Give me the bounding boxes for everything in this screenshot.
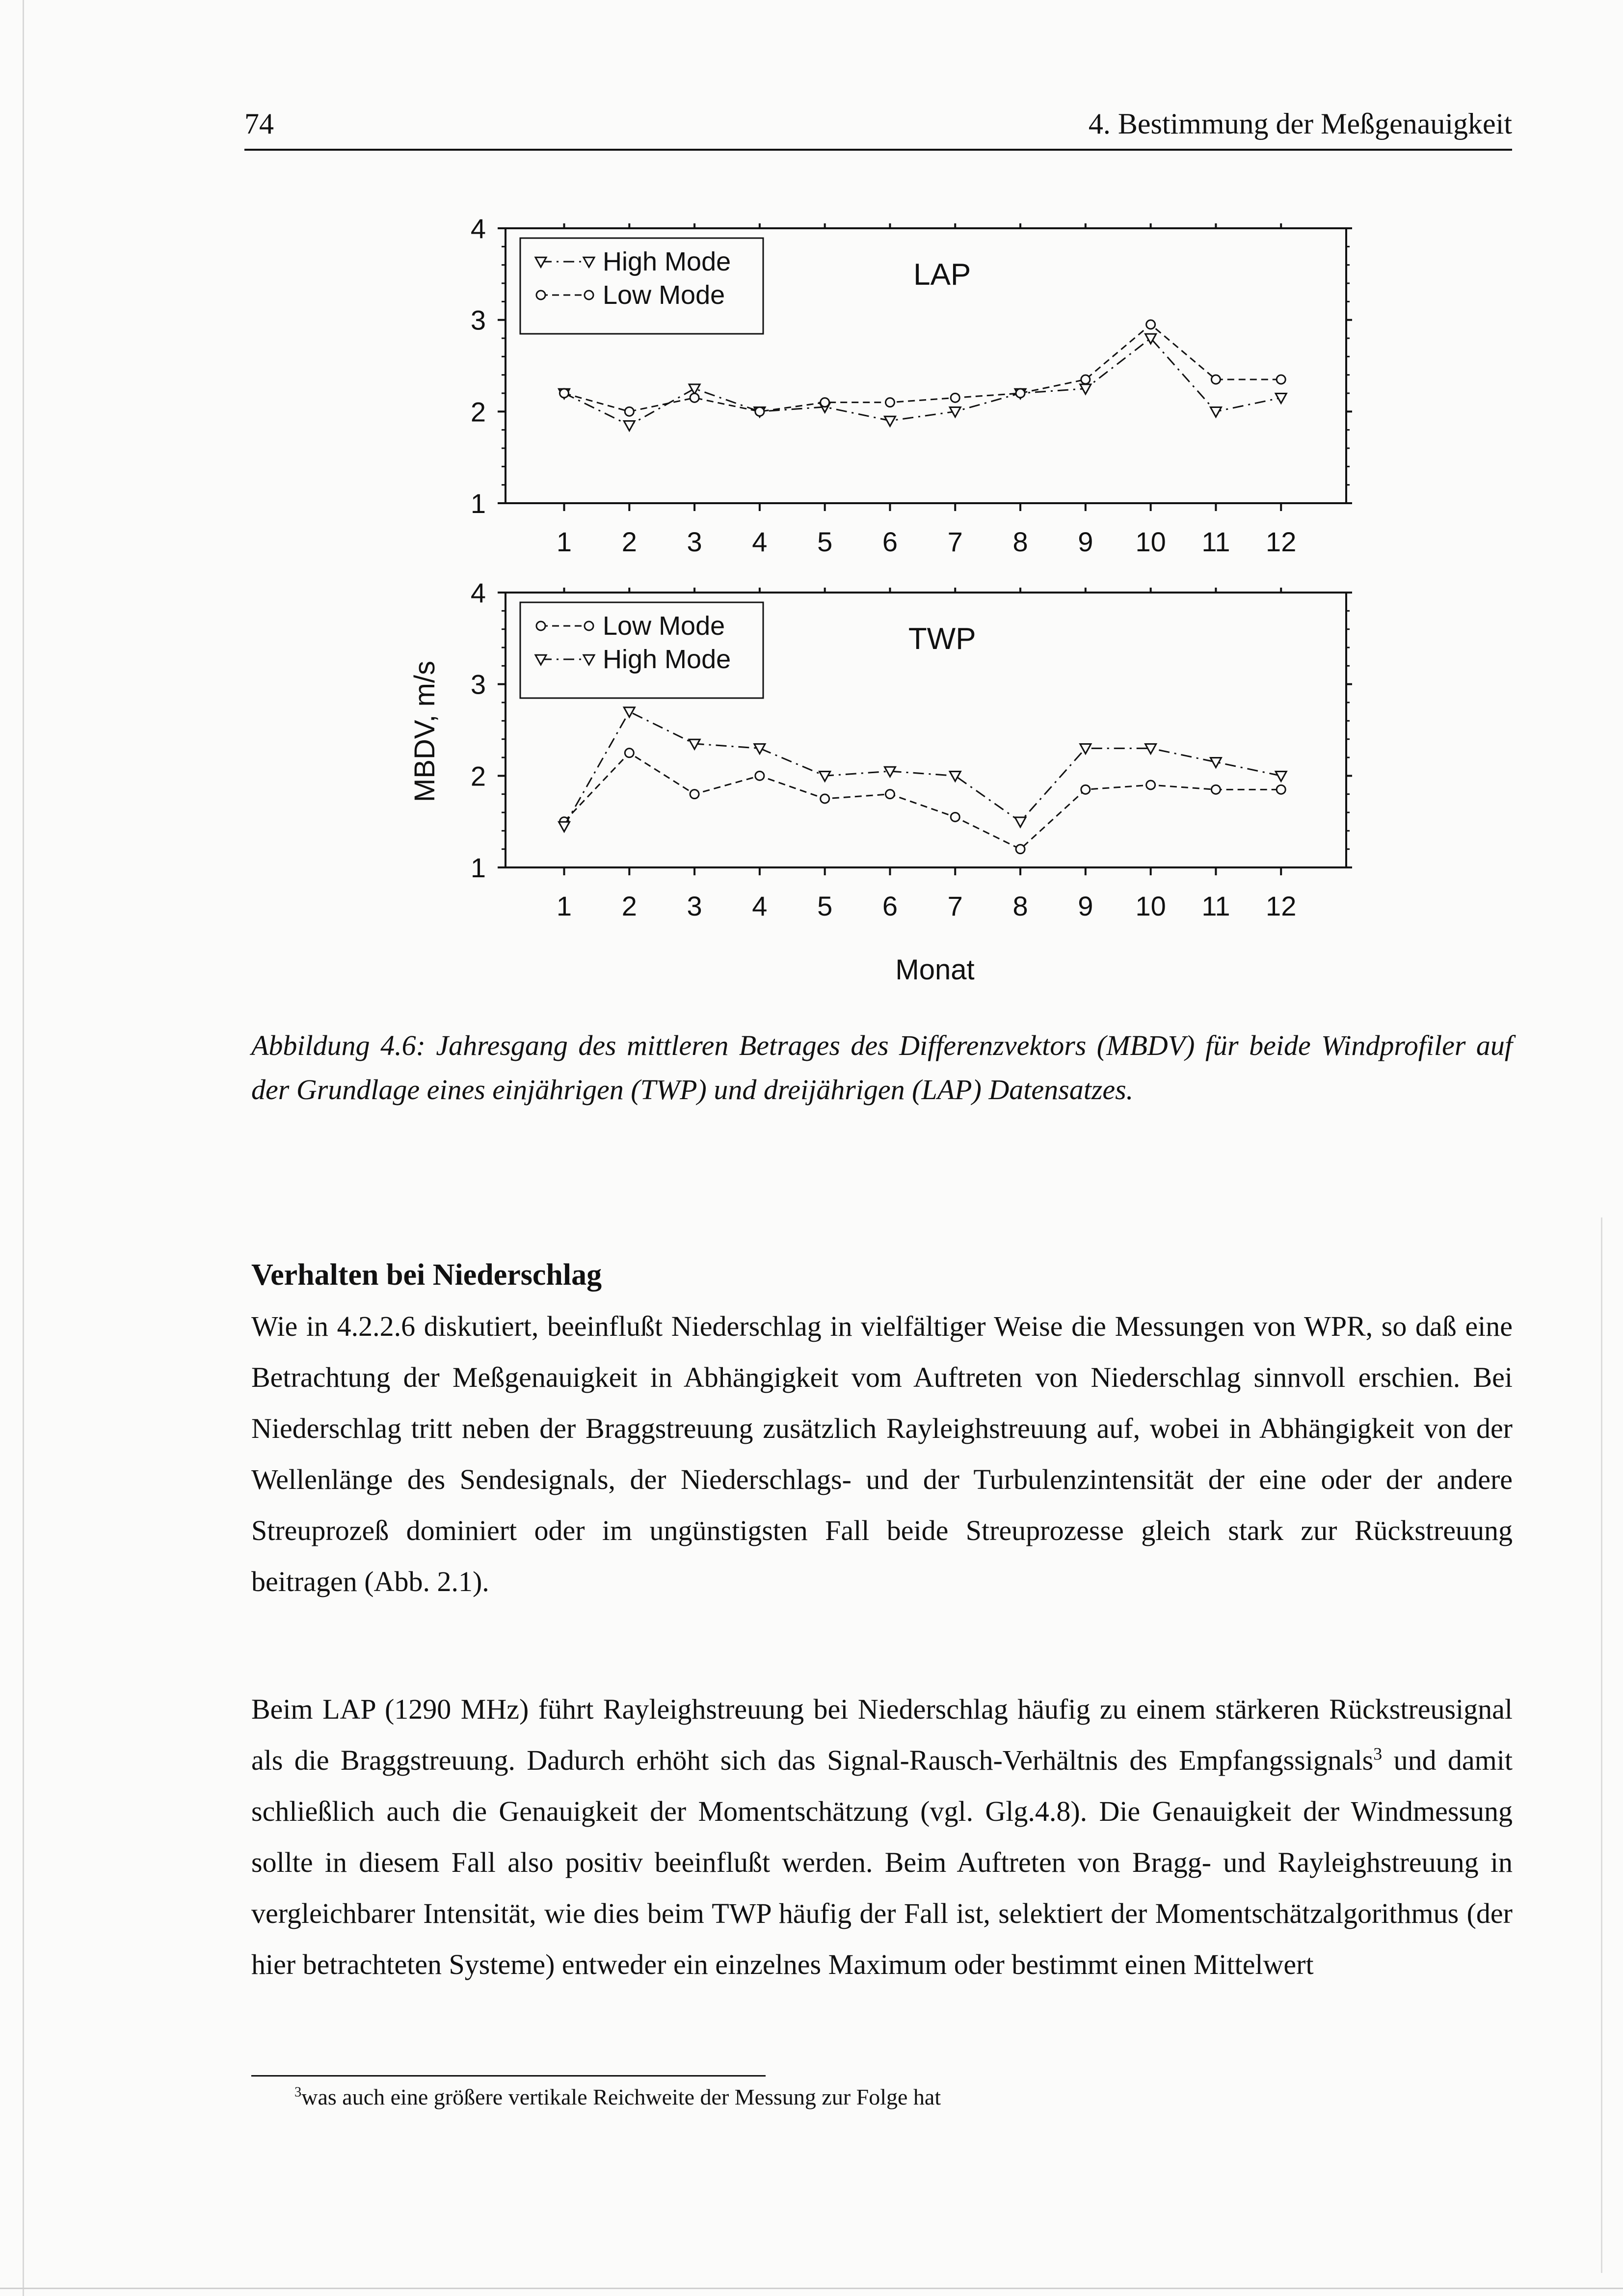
data-point	[951, 393, 959, 402]
data-point	[1277, 375, 1285, 384]
data-point	[559, 822, 570, 832]
header-rule	[244, 149, 1512, 151]
data-point	[755, 407, 764, 416]
footnote	[294, 2084, 941, 2110]
panel-label: LAP	[913, 258, 971, 292]
data-point	[885, 398, 894, 407]
x-tick-label: 11	[1201, 891, 1230, 921]
data-point	[1080, 744, 1091, 754]
chart-panel-lap	[471, 213, 1352, 557]
data-point	[884, 416, 895, 426]
x-tick-label: 9	[1078, 526, 1093, 557]
x-tick-label: 12	[1266, 526, 1297, 557]
series-line	[564, 753, 1281, 849]
series-line	[564, 338, 1281, 425]
x-tick-label: 12	[1266, 891, 1297, 921]
x-tick-label: 7	[947, 891, 963, 921]
data-point	[754, 744, 765, 754]
data-point	[1016, 845, 1025, 854]
data-point	[624, 421, 635, 431]
data-point	[1146, 320, 1155, 329]
x-tick-label: 5	[817, 891, 833, 921]
paragraph-1: Wie in 4.2.2.6 diskutiert, beeinflußt Niederschlag in vielfältiger Weise die Messungen von WPR, so daß eine Betrachtung der Meßgenauigkeit in Abhängigkeit vom Auftreten von Niederschlag sinnvoll erschien. Bei Niederschlag tritt neben der Braggstreuung zusätzlich Rayleighstreuung auf, wobei in Abhängigkeit von der Wellenlänge des Sendesignals, der Niederschlags- und der Turbulenzintensität der eine oder der andere Streuprozeß dominiert oder im ungünstigsten Fall beide Streuprozesse gleich stark zur Rückstreuung beitragen (Abb. 2.1).	[251, 1310, 1513, 1597]
section-heading: Verhalten bei Niederschlag	[251, 1258, 602, 1292]
data-point	[1081, 375, 1090, 384]
legend-marker	[585, 291, 593, 299]
x-tick-label: 5	[817, 526, 833, 557]
scan-edge-left	[23, 0, 24, 2296]
x-tick-label: 10	[1135, 526, 1166, 557]
data-point	[950, 772, 960, 782]
data-point	[1146, 781, 1155, 789]
running-head: 4. Bestimmung der Meßgenauigkeit	[1088, 108, 1512, 140]
data-point	[1211, 785, 1220, 794]
data-point	[560, 389, 569, 398]
y-tick-label: 4	[470, 213, 486, 244]
mbdv-figure	[383, 206, 1364, 1001]
footnote-reference[interactable]: 3	[1373, 1744, 1383, 1764]
x-tick-label: 9	[1078, 891, 1093, 921]
x-tick-label: 8	[1012, 526, 1028, 557]
legend-label: Low Mode	[603, 611, 725, 641]
data-point	[885, 790, 894, 799]
legend-marker	[536, 621, 545, 630]
x-tick-label: 2	[621, 526, 637, 557]
data-point	[625, 407, 634, 416]
y-tick-label: 1	[470, 488, 486, 519]
data-point	[820, 772, 830, 782]
y-tick-label: 3	[470, 669, 486, 700]
x-tick-label: 1	[556, 526, 572, 557]
legend-label: Low Mode	[603, 280, 725, 310]
series-high-mode	[559, 707, 1287, 832]
y-tick-label: 3	[470, 304, 486, 336]
data-point	[689, 384, 700, 394]
data-point	[690, 393, 699, 402]
x-tick-label: 10	[1135, 891, 1166, 921]
x-tick-label: 8	[1012, 891, 1028, 921]
x-tick-label: 2	[621, 891, 637, 921]
figure-caption	[251, 1024, 1513, 1112]
legend-marker	[585, 621, 593, 630]
series-low-mode	[560, 749, 1286, 854]
legend	[520, 602, 763, 698]
data-point	[755, 771, 764, 780]
y-tick-label: 4	[470, 577, 486, 608]
x-tick-label: 3	[687, 526, 702, 557]
series-high-mode	[559, 334, 1287, 431]
x-tick-label: 6	[882, 891, 898, 921]
series-line	[564, 712, 1281, 826]
scan-edge-right	[1601, 1217, 1602, 2273]
page-number: 74	[244, 108, 274, 140]
scan-edge-bottom	[0, 2288, 1623, 2289]
paragraph-2	[251, 1684, 1513, 1990]
chart-panel-twp	[471, 577, 1352, 921]
caption-text: Jahresgang des mittleren Betrages des Differenzvektors (MBDV) für beide Windprofiler auf der Grundlage eines einjährigen (TWP) und dreijährigen (LAP) Datensatzes.	[251, 1029, 1513, 1106]
legend-label: High Mode	[603, 247, 731, 276]
x-tick-label: 3	[687, 891, 702, 921]
x-tick-label: 4	[752, 891, 768, 921]
x-axis-label: Monat	[895, 954, 975, 986]
data-point	[951, 812, 959, 821]
x-tick-label: 7	[947, 526, 963, 557]
data-point	[821, 794, 829, 803]
paragraph-2-part-b: und damit schließlich auch die Genauigkeit der Momentschätzung (vgl. Glg.4.8). Die Genauigkeit der Windmessung sollte in diesem Fall also positiv beeinflußt werden. Beim Auftreten von Bragg- und Rayleighstreuung in vergleichbarer Intensität, wie dies beim TWP häufig der Fall ist, selektiert der Momentschätzalgorithmus (der hier betrachteten Systeme) entweder ein einzelnes Maximum oder bestimmt einen Mittelwert	[251, 1744, 1513, 1980]
series-line	[564, 324, 1281, 411]
paragraph-2-part-a: Beim LAP (1290 MHz) führt Rayleighstreuung bei Niederschlag häufig zu einem stärkeren Rückstreusignal als die Braggstreuung. Dadurch erhöht sich das Signal-Rausch-Verhältnis des Empfangssignals	[251, 1693, 1513, 1776]
data-point	[624, 707, 635, 717]
footnote-mark: 3	[294, 2084, 302, 2100]
x-tick-label: 6	[882, 526, 898, 557]
data-point	[1016, 389, 1025, 398]
data-point	[821, 398, 829, 407]
footnote-text: was auch eine größere vertikale Reichweite der Messung zur Folge hat	[301, 2084, 941, 2109]
y-tick-label: 2	[470, 396, 486, 428]
data-point	[1211, 375, 1220, 384]
panel-label: TWP	[908, 622, 976, 656]
legend	[520, 238, 763, 334]
y-axis-label: MBDV, m/s	[409, 661, 441, 802]
legend-marker	[536, 291, 545, 299]
legend-label: High Mode	[603, 645, 731, 674]
x-tick-label: 1	[556, 891, 572, 921]
data-point	[1276, 772, 1286, 782]
y-tick-label: 1	[470, 852, 486, 883]
y-tick-label: 2	[470, 760, 486, 792]
data-point	[690, 790, 699, 799]
caption-label: Abbildung 4.6:	[251, 1029, 426, 1061]
data-point	[1081, 785, 1090, 794]
x-tick-label: 11	[1201, 526, 1230, 557]
data-point	[1210, 407, 1221, 417]
data-point	[625, 749, 634, 757]
data-point	[1277, 785, 1285, 794]
data-point	[1015, 817, 1026, 827]
x-tick-label: 4	[752, 526, 768, 557]
footnote-rule	[251, 2075, 766, 2077]
